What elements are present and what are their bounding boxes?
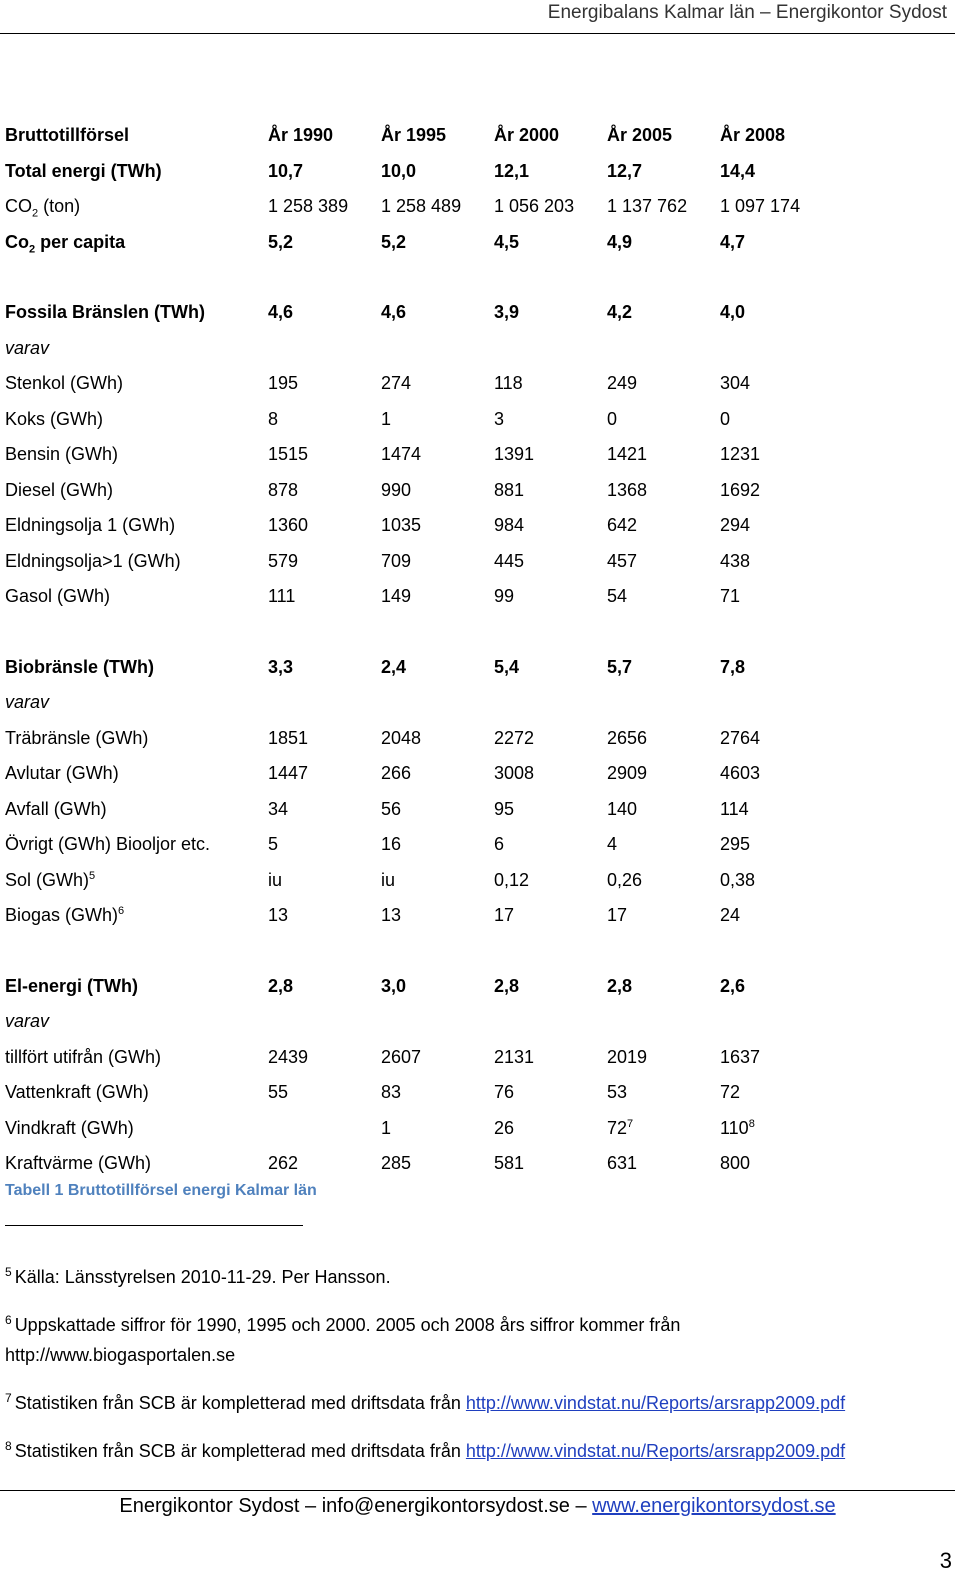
table-cell: 984 [494,515,525,536]
column-header: År 2008 [720,125,786,146]
row-label: Avlutar (GWh) [5,763,119,784]
row-label: Stenkol (GWh) [5,373,124,394]
varav-row [5,331,833,367]
footnote-text: http://www.biogasportalen.se [5,1345,236,1365]
table-cell: 262 [268,1153,299,1174]
table-cell: 5,4 [494,656,520,677]
table-cell: 579 [268,550,299,571]
table-cell: 1 056 203 [494,196,575,217]
footer-text: Energikontor Sydost – info@energikontorsydost.se – [119,1495,593,1517]
table-cell: 1231 [720,444,761,465]
table-cell: 10,0 [381,160,417,181]
table-cell: $72^7$ [607,1117,634,1138]
footnote-ref: 5 [89,869,96,882]
varav-row [5,685,833,721]
table-cell: 1368 [607,479,648,500]
table-row [5,863,833,899]
table-cell: 709 [381,550,412,571]
column-header: År 1995 [381,125,447,146]
table-cell: 3,3 [268,656,294,677]
table-cell: 3,9 [494,302,520,323]
footnote-number: 7 [5,1391,12,1405]
table-row [5,579,833,615]
table-row [5,969,833,1005]
table-cell: 2909 [607,763,648,784]
footnote-number: 5 [5,1265,12,1279]
footer-divider [0,1490,955,1491]
table-cell: 5,2 [381,231,407,252]
table-row [5,366,833,402]
table-cell: 1 [381,1117,392,1138]
table-cell: 4,7 [720,231,746,252]
row-label: Bensin (GWh) [5,444,119,465]
table-cell: 2048 [381,727,422,748]
row-label: $CO_2$ (ton) [5,196,81,220]
footnote-link[interactable]: http://www.vindstat.nu/Reports/arsrapp2009.pdf [465,1393,846,1413]
table-row [5,225,833,261]
page-header [0,0,955,34]
table-cell: 581 [494,1153,525,1174]
row-label: Vattenkraft (GWh) [5,1082,149,1103]
column-header: År 2000 [494,125,560,146]
footnote-text: Källa: Länsstyrelsen 2010-11-29. Per Hansson. [14,1267,391,1287]
table-cell: 1474 [381,444,422,465]
table-cell: 12,1 [494,160,530,181]
table-row [5,721,833,757]
table-cell: 990 [381,479,412,500]
table-cell: 71 [720,586,741,607]
footnote [5,1388,950,1418]
table-row [5,295,833,331]
table-cell: 111 [268,586,296,607]
row-label: Övrigt (GWh) Biooljor etc. [5,834,211,855]
table-cell: 642 [607,515,638,536]
table-cell: 1 [381,408,392,429]
table-cell: 1515 [268,444,309,465]
table-row [5,189,833,225]
table-cell: 0 [720,408,731,429]
table-cell: 16 [381,834,402,855]
row-label: Gasol (GWh) [5,586,111,607]
energy-table [5,118,833,1182]
table-cell: 1447 [268,763,309,784]
table-row [5,473,833,509]
table-cell: 304 [720,373,751,394]
table-cell: 2,4 [381,656,407,677]
footnote-ref: 6 [118,905,125,918]
table-row [5,756,833,792]
footnote-text: Uppskattade siffror för 1990, 1995 och 2000. 2005 och 2008 års siffror kommer från [14,1315,681,1335]
varav-row [5,1004,833,1040]
varav-label: varav [5,1011,50,1032]
spacer-row [5,260,833,295]
table-cell: 4,2 [607,302,633,323]
footnote-text: Statistiken från SCB är kompletterad med driftsdata från [14,1441,466,1461]
footer-website-link[interactable]: www.energikontorsydost.se [592,1495,836,1517]
table-cell: 5,2 [268,231,294,252]
footnote-number: 6 [5,1313,12,1327]
table-cell: 10,7 [268,160,304,181]
footnote-text: Statistiken från SCB är kompletterad med driftsdata från [14,1393,466,1413]
table-cell: 5 [268,834,279,855]
table-cell: 2764 [720,727,761,748]
table-cell: 0 [607,408,618,429]
table-cell: iu [268,869,283,890]
page-footer [0,1495,955,1518]
varav-label: varav [5,337,50,358]
table-cell: 4,5 [494,231,520,252]
footnote [5,1436,950,1466]
footnotes [5,1262,950,1484]
table-cell: 878 [268,479,299,500]
table-cell: 26 [494,1117,515,1138]
table-cell: 99 [494,586,515,607]
table-row [5,898,833,934]
spacer-row [5,934,833,969]
table-row [5,1146,833,1182]
table-cell: 1035 [381,515,422,536]
table-row [5,827,833,863]
table-cell: 149 [381,586,412,607]
table-cell: 13 [268,905,289,926]
table-row [5,437,833,473]
footnote-ref: 7 [627,1117,634,1130]
table-cell: 118 [494,373,523,394]
table-cell: 2,8 [607,975,633,996]
table-cell: 4 [607,834,618,855]
table-cell: 3 [494,408,505,429]
table-cell: 83 [381,1082,402,1103]
table-cell: 54 [607,586,628,607]
table-cell: 274 [381,373,412,394]
row-label: El-energi (TWh) [5,975,138,996]
row-label: tillfört utifrån (GWh) [5,1046,162,1067]
varav-label: varav [5,692,50,713]
header-title: Energibalans Kalmar län – Energikontor Sydost [547,2,947,23]
table-cell: 12,7 [607,160,643,181]
column-header: År 2005 [607,125,673,146]
table-cell: 3008 [494,763,535,784]
table-cell: 4,6 [381,302,407,323]
table-cell: 195 [268,373,299,394]
table-cell: 800 [720,1153,751,1174]
table-cell: 1421 [607,444,648,465]
table-cell: 140 [607,798,638,819]
table-cell: 24 [720,905,741,926]
table-cell: 1 137 762 [607,196,688,217]
table-cell: 1391 [494,444,535,465]
table-cell: 7,8 [720,656,746,677]
table-cell: $110^8$ [720,1117,755,1138]
row-label: Biogas (GWh)$^6$ [5,905,125,926]
table-cell: 881 [494,479,525,500]
row-label: Sol (GWh)$^5$ [5,869,96,890]
table-cell: 5,7 [607,656,633,677]
column-header: Bruttotillförsel [5,125,129,146]
row-label: Koks (GWh) [5,408,104,429]
table-cell: 1692 [720,479,761,500]
row-label: Biobränsle (TWh) [5,656,154,677]
table-cell: 34 [268,798,289,819]
table-cell: 2019 [607,1046,648,1067]
table-cell [268,1111,381,1147]
table-cell: 457 [607,550,638,571]
table-row [5,792,833,828]
table-cell: 2656 [607,727,648,748]
row-label: Träbränsle (GWh) [5,727,149,748]
row-label: Fossila Bränslen (TWh) [5,302,206,323]
table-cell: 2272 [494,727,535,748]
table-row [5,544,833,580]
row-label: Eldningsolja 1 (GWh) [5,515,176,536]
table-cell: 0,38 [720,869,756,890]
table-cell: 2607 [381,1046,422,1067]
table-cell: iu [381,869,396,890]
table-cell: 2,6 [720,975,746,996]
table-row [5,154,833,190]
table-cell: 17 [607,905,628,926]
page-number: 3 [939,1548,952,1573]
row-label: $Co_2$ per capita [5,231,126,256]
table-cell: 4603 [720,763,761,784]
table-cell: 1851 [268,727,309,748]
column-header: År 1990 [268,125,334,146]
spacer-row [5,615,833,650]
table-cell: 4,6 [268,302,294,323]
table-row [5,1111,833,1147]
table-cell: 0,12 [494,869,530,890]
table-cell: 438 [720,550,751,571]
footnote-number: 8 [5,1439,12,1453]
table-cell: 8 [268,408,279,429]
table-cell: 4,0 [720,302,746,323]
table-cell: 72 [720,1082,741,1103]
table-cell: 4,9 [607,231,633,252]
table-cell: 1 258 389 [268,196,349,217]
table-cell: 114 [720,798,749,819]
table-row [5,508,833,544]
table-cell: 285 [381,1153,412,1174]
table-cell: 249 [607,373,638,394]
table-cell: 56 [381,798,402,819]
table-cell: 2,8 [268,975,294,996]
table-caption: Tabell 1 Bruttotillförsel energi Kalmar län [5,1182,317,1199]
table-cell: 1 097 174 [720,196,801,217]
row-label: Total energi (TWh) [5,160,162,181]
table-cell: 95 [494,798,515,819]
footnote-ref: 8 [748,1117,755,1130]
table-row [5,650,833,686]
table-cell: 295 [720,834,751,855]
table-cell: 631 [607,1153,638,1174]
table-cell: 53 [607,1082,628,1103]
table-cell: 2131 [494,1046,535,1067]
table-cell: 2,8 [494,975,520,996]
table-cell: 1 258 489 [381,196,462,217]
footnote-link[interactable]: http://www.vindstat.nu/Reports/arsrapp2009.pdf [465,1441,846,1461]
row-label: Kraftvärme (GWh) [5,1153,152,1174]
table-cell: 14,4 [720,160,756,181]
table-cell: 266 [381,763,412,784]
table-cell: 294 [720,515,751,536]
table-row [5,1040,833,1076]
footnote [5,1310,950,1370]
table-cell: 2439 [268,1046,309,1067]
table-cell: 3,0 [381,975,407,996]
table-row [5,402,833,438]
table-cell: 17 [494,905,515,926]
table-cell: 1637 [720,1046,761,1067]
table-cell: 445 [494,550,525,571]
row-label: Eldningsolja>1 (GWh) [5,550,181,571]
row-label: Vindkraft (GWh) [5,1117,134,1138]
table-cell: 13 [381,905,402,926]
footnote [5,1262,950,1292]
table-cell: 76 [494,1082,515,1103]
row-label: Avfall (GWh) [5,798,107,819]
footnote-divider [5,1225,303,1226]
table-cell: 6 [494,834,505,855]
row-label: Diesel (GWh) [5,479,114,500]
table-cell: 1360 [268,515,309,536]
table-header-row [5,118,833,154]
table-cell: 0,26 [607,869,643,890]
table-cell: 55 [268,1082,289,1103]
table-row [5,1075,833,1111]
